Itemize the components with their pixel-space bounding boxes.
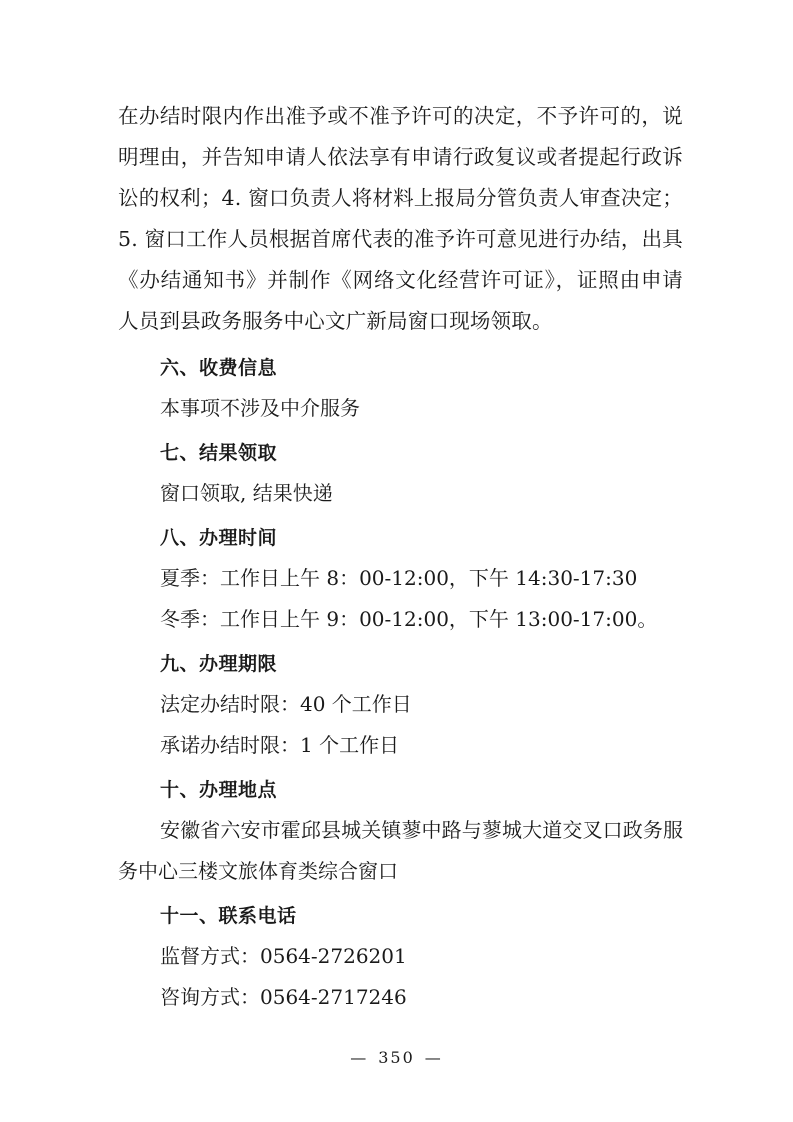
section-line-contact-phone-1: 咨询方式：0564-2717246 — [160, 985, 407, 1009]
section-processing-period — [118, 644, 683, 766]
section-line-processing-period-0: 法定办结时限：40 个工作日 — [160, 692, 412, 716]
section-line-service-hours-0: 夏季：工作日上午 8：00-12:00，下午 14:30-17:30 — [160, 566, 638, 590]
page-number-dash-right: — — [424, 1048, 443, 1067]
page-number — [0, 1048, 793, 1067]
section-heading-location: 十、办理地点 — [160, 779, 278, 801]
section-line-location-0: 安徽省六安市霍邱县城关镇蓼中路与蓼城大道交叉口政务服务中心三楼文旅体育类综合窗口 — [118, 818, 683, 883]
section-fee-info — [118, 348, 683, 429]
page-number-dash-left: — — [350, 1048, 369, 1067]
page-number-value: 350 — [378, 1048, 415, 1067]
section-heading-contact-phone: 十一、联系电话 — [160, 905, 297, 927]
intro-paragraph: 在办结时限内作出准予或不准予许可的决定，不予许可的，说明理由，并告知申请人依法享有申请行政复议或者提起行政诉讼的权利；4. 窗口负责人将材料上报局分管负责人审查决定；5. 窗口工作人员根据首席代表的准予许可意见进行办结，出具《办结通知书》并制作《网络文化经营许可证》，证照由申请人员到县政务服务中心文广新局窗口现场领取。 — [118, 104, 683, 333]
section-line-contact-phone-0: 监督方式：0564-2726201 — [160, 944, 407, 968]
section-line-result-collection-0: 窗口领取, 结果快递 — [160, 481, 333, 505]
section-contact-phone — [118, 896, 683, 1018]
section-heading-processing-period: 九、办理期限 — [160, 653, 278, 675]
section-heading-fee-info: 六、收费信息 — [160, 357, 278, 379]
section-location — [118, 770, 683, 892]
section-result-collection — [118, 433, 683, 514]
section-line-service-hours-1: 冬季：工作日上午 9：00-12:00，下午 13:00-17:00。 — [160, 607, 658, 631]
section-heading-service-hours: 八、办理时间 — [160, 527, 278, 549]
section-line-fee-info-0: 本事项不涉及中介服务 — [160, 396, 360, 420]
section-heading-result-collection: 七、结果领取 — [160, 442, 278, 464]
section-line-processing-period-1: 承诺办结时限：1 个工作日 — [160, 733, 400, 757]
section-service-hours — [118, 518, 683, 640]
